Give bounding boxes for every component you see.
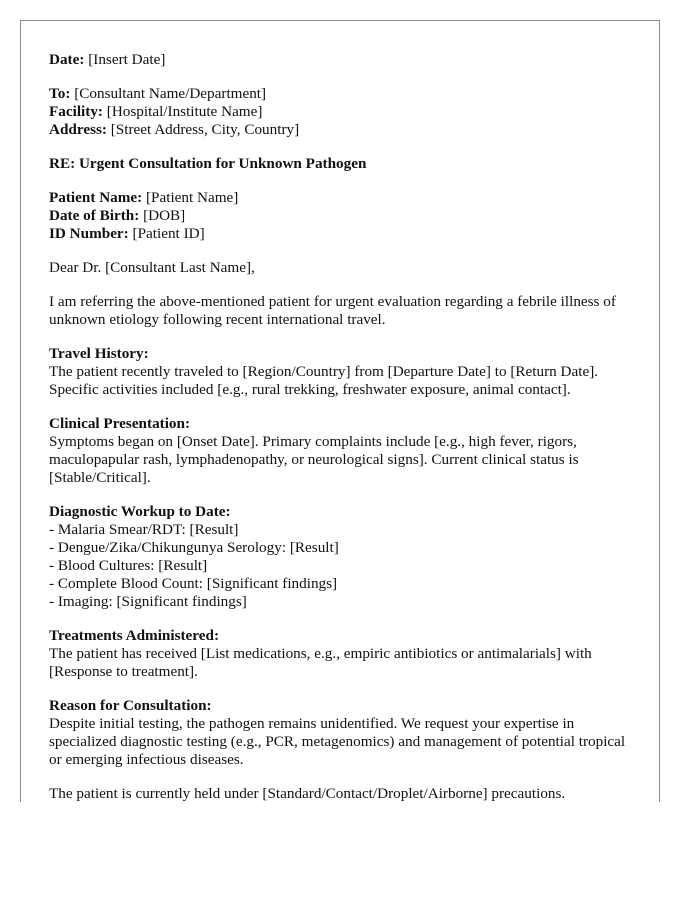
- patient-name-line: [49, 189, 631, 207]
- clinical-presentation-section: [49, 415, 631, 487]
- diagnostic-item: - Complete Blood Count: [Significant findings]: [49, 575, 338, 592]
- id-value: [Patient ID]: [132, 225, 205, 242]
- dob-label: Date of Birth:: [49, 207, 140, 224]
- travel-history-body: The patient recently traveled to [Region/Country] from [Departure Date] to [Return Date]. Specific activities included [e.g., rural trekking, freshwater exposure, animal contact].: [49, 363, 599, 398]
- patient-name-label: Patient Name:: [49, 189, 143, 206]
- recipient-block: [49, 85, 631, 139]
- facility-line: [49, 103, 631, 121]
- reason-heading: Reason for Consultation:: [49, 697, 212, 714]
- diagnostic-workup-heading: Diagnostic Workup to Date:: [49, 503, 231, 520]
- diagnostic-item: - Malaria Smear/RDT: [Result]: [49, 521, 239, 538]
- treatments-body: The patient has received [List medications, e.g., empiric antibiotics or antimalarials] with [Response to treatment].: [49, 645, 592, 680]
- date-line: [49, 51, 631, 69]
- treatments-section: [49, 627, 631, 681]
- to-line: [49, 85, 631, 103]
- precautions-paragraph: The patient is currently held under [Standard/Contact/Droplet/Airborne] precautions.: [49, 785, 566, 802]
- dob-value: [DOB]: [143, 207, 186, 224]
- dob-line: [49, 207, 631, 225]
- diagnostic-item: - Imaging: [Significant findings]: [49, 593, 247, 610]
- facility-label: Facility:: [49, 103, 103, 120]
- salutation: Dear Dr. [Consultant Last Name],: [49, 259, 255, 276]
- diagnostic-item: - Dengue/Zika/Chikungunya Serology: [Result]: [49, 539, 339, 556]
- intro-paragraph: I am referring the above-mentioned patient for urgent evaluation regarding a febrile illness of unknown etiology following recent international travel.: [49, 293, 616, 328]
- id-label: ID Number:: [49, 225, 129, 242]
- id-line: [49, 225, 631, 243]
- travel-history-section: [49, 345, 631, 399]
- to-label: To:: [49, 85, 71, 102]
- diagnostic-item: - Blood Cultures: [Result]: [49, 557, 208, 574]
- subject-line: RE: Urgent Consultation for Unknown Pathogen: [49, 155, 367, 172]
- facility-value: [Hospital/Institute Name]: [106, 103, 263, 120]
- address-line: [49, 121, 631, 139]
- travel-history-heading: Travel History:: [49, 345, 149, 362]
- date-label: Date:: [49, 51, 85, 68]
- address-value: [Street Address, City, Country]: [110, 121, 300, 138]
- clinical-presentation-heading: Clinical Presentation:: [49, 415, 191, 432]
- patient-block: [49, 189, 631, 243]
- clinical-presentation-body: Symptoms began on [Onset Date]. Primary complaints include [e.g., high fever, rigors, maculopapular rash, lymphadenopathy, or neurological signs]. Current clinical status is [Stable/Critical].: [49, 433, 579, 486]
- referral-letter: [20, 20, 660, 802]
- address-label: Address:: [49, 121, 107, 138]
- reason-section: [49, 697, 631, 769]
- to-value: [Consultant Name/Department]: [74, 85, 267, 102]
- patient-name-value: [Patient Name]: [146, 189, 239, 206]
- diagnostic-workup-section: [49, 503, 631, 611]
- subject-block: [49, 155, 631, 173]
- reason-body: Despite initial testing, the pathogen remains unidentified. We request your expertise in specialized diagnostic testing (e.g., PCR, metagenomics) and management of potential tropical or emerging infectious diseases.: [49, 715, 626, 768]
- treatments-heading: Treatments Administered:: [49, 627, 219, 644]
- date-block: [49, 51, 631, 69]
- date-value: [Insert Date]: [88, 51, 166, 68]
